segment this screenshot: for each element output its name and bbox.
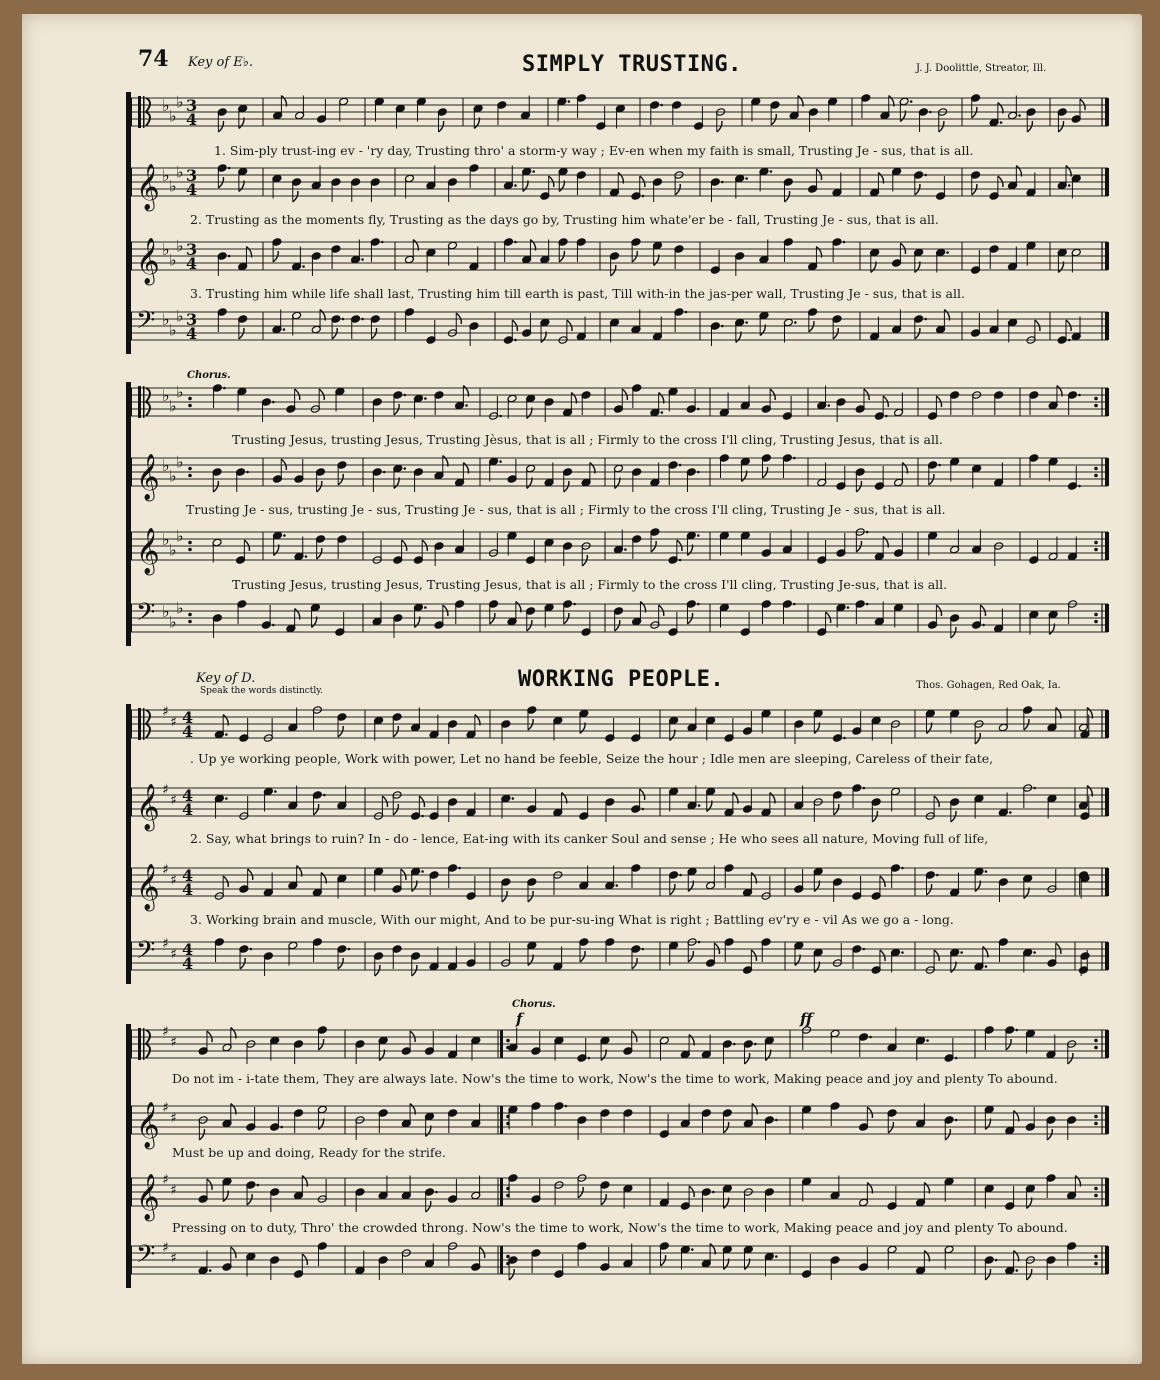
svg-text:♭: ♭	[169, 320, 177, 340]
svg-text:4: 4	[182, 880, 194, 899]
svg-text:♭: ♭	[169, 396, 177, 416]
music-staff	[130, 1236, 1112, 1292]
music-staff	[130, 158, 1112, 214]
song1-key: Key of E♭.	[188, 55, 254, 70]
svg-text:3: 3	[186, 166, 198, 185]
song1-chorus-label: Chorus.	[187, 370, 231, 381]
song1-verse-2: 2. Trusting as the moments fly, Trusting as the days go by, Trusting him whate'er be - fall, Trusting Je - sus, that is all.	[190, 212, 939, 227]
svg-text:𝄢: 𝄢	[136, 598, 156, 633]
svg-text:♯: ♯	[170, 946, 177, 963]
song1-verse-3: 3. Trusting him while life shall last, Trusting him till earth is past, Till with-in the jas-per wall, Trusting Je - sus, that is all.	[190, 286, 965, 301]
svg-text:♭: ♭	[162, 310, 170, 329]
svg-text:♯: ♯	[162, 936, 169, 952]
svg-text:♭: ♭	[169, 106, 177, 126]
music-staff	[130, 522, 1112, 578]
song2-direction: Speak the words distinctly.	[200, 686, 324, 696]
svg-text:♭: ♭	[169, 612, 177, 632]
svg-text:𝄞: 𝄞	[136, 454, 160, 500]
svg-text:♯: ♯	[170, 714, 177, 731]
svg-text:4: 4	[182, 866, 194, 885]
svg-text:♭: ♭	[162, 166, 170, 185]
song2-verse-2: 2. Say, what brings to ruin? In - do - lence, Eat-ing with its canker Soul and sense ; He who sees all nature, Moving full of life,	[190, 831, 989, 846]
song2-key: Key of D.	[196, 671, 256, 686]
svg-text:♭: ♭	[169, 540, 177, 560]
svg-text:𝄞: 𝄞	[136, 238, 160, 284]
music-staff	[130, 700, 1112, 756]
svg-text:4: 4	[186, 110, 198, 129]
svg-text:4: 4	[186, 254, 198, 273]
svg-text:♭: ♭	[176, 598, 184, 618]
svg-text:𝄞: 𝄞	[136, 784, 160, 830]
music-staff	[130, 932, 1112, 988]
svg-text:4: 4	[182, 786, 194, 805]
svg-text:♭: ♭	[162, 456, 170, 475]
song2-chorus-lyric-1: Do not im - i-tate them, They are always late. Now's the time to work, Now's the time to work, Making peace and joy and plenty To abound.	[172, 1071, 1058, 1086]
music-staff	[130, 378, 1112, 434]
svg-text:♯: ♯	[162, 1172, 169, 1188]
svg-text:4: 4	[186, 180, 198, 199]
music-staff	[130, 1096, 1112, 1152]
page-number: 74	[138, 46, 169, 72]
svg-text:♯: ♯	[170, 1250, 177, 1267]
svg-text:𝄢: 𝄢	[136, 936, 156, 971]
system-bracket	[124, 1024, 134, 1288]
svg-text:♭: ♭	[169, 176, 177, 196]
svg-text:♭: ♭	[176, 306, 184, 326]
svg-text:♭: ♭	[169, 466, 177, 486]
svg-text:4: 4	[182, 708, 194, 727]
svg-text:♯: ♯	[162, 704, 169, 720]
svg-text:♭: ♭	[176, 236, 184, 256]
svg-text:♯: ♯	[170, 792, 177, 809]
svg-text:♭: ♭	[162, 96, 170, 115]
svg-text:♯: ♯	[170, 1110, 177, 1127]
svg-text:4: 4	[182, 722, 194, 741]
svg-text:♭: ♭	[162, 530, 170, 549]
svg-text:♭: ♭	[176, 452, 184, 472]
song1-verse-1: 1. Sim-ply trust-ing ev - 'ry day, Trusting thro' a storm-y way ; Ev-en when my faith is small, Trusting Je - sus, that is all.	[214, 143, 974, 158]
svg-text:𝄞: 𝄞	[136, 528, 160, 574]
music-staff	[130, 232, 1112, 288]
dynamic-forte: f	[516, 1010, 523, 1028]
svg-text:4: 4	[186, 324, 198, 343]
svg-text:♭: ♭	[176, 162, 184, 182]
svg-text:♯: ♯	[162, 1100, 169, 1116]
svg-text:♭: ♭	[162, 602, 170, 621]
svg-text:♭: ♭	[169, 250, 177, 270]
svg-text:♯: ♯	[170, 872, 177, 889]
music-staff	[130, 1020, 1112, 1076]
song1-chorus-lyric-3: Trusting Jesus, trusting Jesus, Trusting Jesus, that is all ; Firmly to the cross I'll cling, Trusting Je-sus, that is all.	[232, 577, 948, 592]
svg-text:♯: ♯	[162, 862, 169, 878]
system-bracket	[124, 704, 134, 984]
song2-chorus-label: Chorus.	[512, 999, 556, 1010]
svg-text:𝄞: 𝄞	[136, 1174, 160, 1220]
svg-text:4: 4	[182, 800, 194, 819]
song2-verse-1: . Up ye working people, Work with power, Let no hand be feeble, Seize the hour ; Idle men are sleeping, Careless of their fate,	[190, 751, 994, 766]
song2-chorus-lyric-3: Pressing on to duty, Thro' the crowded throng. Now's the time to work, Now's the time to work, Making peace and joy and plenty To abound.	[172, 1220, 1068, 1235]
song2-chorus-lyric-2: Must be up and doing, Ready for the strife.	[172, 1145, 446, 1160]
song2-verse-3: 3. Working brain and muscle, With our might, And to be pur-su-ing What is right ; Battling ev'ry e - vil As we go a - long.	[190, 912, 954, 927]
svg-text:4: 4	[182, 940, 194, 959]
song2-composer: Thos. Gohagen, Red Oak, Ia.	[916, 680, 1061, 691]
svg-text:3: 3	[186, 310, 198, 329]
svg-text:𝄢: 𝄢	[136, 1240, 156, 1275]
song1-chorus-lyric-1: Trusting Jesus, trusting Jesus, Trusting Jèsus, that is all ; Firmly to the cross I'll cling, Trusting Jesus, that is all.	[232, 432, 943, 447]
dynamic-fortissimo: ff	[800, 1010, 813, 1028]
music-staff	[130, 302, 1112, 358]
svg-text:♭: ♭	[176, 526, 184, 546]
song1-title: SIMPLY TRUSTING.	[522, 52, 742, 77]
svg-text:♯: ♯	[162, 1240, 169, 1256]
svg-text:3: 3	[186, 96, 198, 115]
svg-text:♭: ♭	[162, 386, 170, 405]
music-staff	[130, 594, 1112, 650]
svg-text:♭: ♭	[176, 92, 184, 112]
song1-chorus-lyric-2: Trusting Je - sus, trusting Je - sus, Trusting Je - sus, that is all ; Firmly to the cross I'll cling, Trusting Je - sus, that is all.	[186, 502, 946, 517]
svg-text:♯: ♯	[162, 1024, 169, 1040]
svg-text:♭: ♭	[162, 240, 170, 259]
music-staff	[130, 858, 1112, 914]
music-staff	[130, 778, 1112, 834]
music-staff	[130, 1168, 1112, 1224]
song1-composer: J. J. Doolittle, Streator, Ill.	[916, 63, 1047, 74]
svg-text:𝄞: 𝄞	[136, 1102, 160, 1148]
svg-text:3: 3	[186, 240, 198, 259]
svg-text:♯: ♯	[162, 782, 169, 798]
svg-text:𝄢: 𝄢	[136, 306, 156, 341]
svg-text:♯: ♯	[170, 1182, 177, 1199]
music-staff	[130, 88, 1112, 144]
svg-text:♭: ♭	[176, 382, 184, 402]
svg-text:𝄞: 𝄞	[136, 164, 160, 210]
system-bracket	[124, 92, 134, 354]
svg-text:♯: ♯	[170, 1034, 177, 1051]
song2-title: WORKING PEOPLE.	[518, 667, 725, 692]
music-staff	[130, 448, 1112, 504]
svg-text:4: 4	[182, 954, 194, 973]
svg-text:𝄞: 𝄞	[136, 864, 160, 910]
system-bracket	[124, 382, 134, 646]
